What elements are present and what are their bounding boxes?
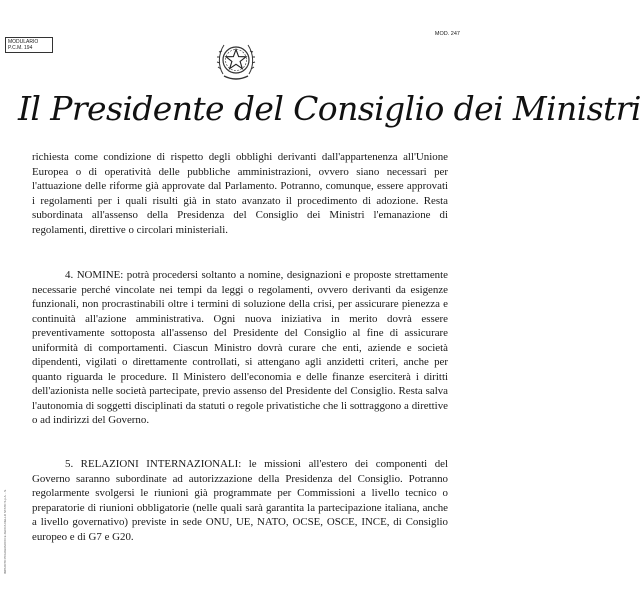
paragraph-text: 5. RELAZIONI INTERNAZIONALI: le missioni all'estero dei componenti del Governo saranno subordinate ad autorizzazione della Presidenza del Consiglio. Potranno regolarmente svolgersi le riunioni già programmate per Commissioni a livello tecnico o preparatorie di riunioni obbligatorie (nelle quali sarà garantita la partecipazione italiana, anche a livello governativo) previste in sede ONU, UE, NATO, OCSE, OSCE, INCE, di Consiglio europeo e di G7 e G20. — [32, 458, 448, 543]
form-code-box — [5, 37, 53, 53]
form-code-line-2: P.C.M. 194 — [8, 45, 33, 51]
paragraph-continuation — [32, 150, 448, 237]
printer-imprint: IMPIANTO POLIGRAFICO E ZECCA DELLO STATO S.p.A. - S. — [3, 489, 7, 574]
paragraph-text: 4. NOMINE: potrà procedersi soltanto a nomine, designazioni e proposte strettamente necessarie perché vincolate nei tempi da leggi o regolamenti, ovvero derivanti da esigenze funzionali, non procrastinabili oltre i termini di soluzione della crisi, per assicurare pienezza e continuità all'azione amministrativa. Ogni nuova iniziativa in merito dovrà essere preventivamente sottoposta all'assenso del Presidente del Consiglio al fine di assicurare uniformità di comportamenti. Ciascun Ministro dovrà curare che enti, aziende e società dipendenti, vigilati o direttamente controllati, si attengano agli anzidetti criteri, anche per quanto riguarda le procedure. Il Ministero dell'economia e delle finanze eserciterà i diritti dell'azionista nelle società partecipate, previo assenso del Presidente del Consiglio. Resta salva l'autonomia di soggetti disciplinati da statuti o regole privatistiche che li sottraggono a direttive o ad indirizzi del Governo. — [32, 269, 448, 426]
form-code-line-1: MODULARIO — [8, 39, 39, 45]
page-title: Il Presidente del Consiglio dei Ministri — [18, 89, 641, 128]
paragraph-relazioni-internazionali — [32, 457, 448, 544]
model-code: MOD. 247 — [434, 31, 460, 37]
paragraph-text: richiesta come condizione di rispetto degli obblighi derivanti dall'appartenenza all'Unione Europea o di operatività delle pubbliche amministrazioni, ovvero siano necessari per l'attuazione delle riforme già approvate dal Parlamento. Potranno, comunque, essere approvati i regolamenti per i quali risulti già in stato avanzato il procedimento di adozione. Resta subordinata all'assenso della Presidenza del Consiglio dei Ministri l'emanazione di regolamenti, direttive o circolari ministeriali. — [32, 151, 448, 236]
paragraph-nomine — [32, 268, 448, 428]
italian-republic-emblem-icon — [214, 36, 258, 86]
